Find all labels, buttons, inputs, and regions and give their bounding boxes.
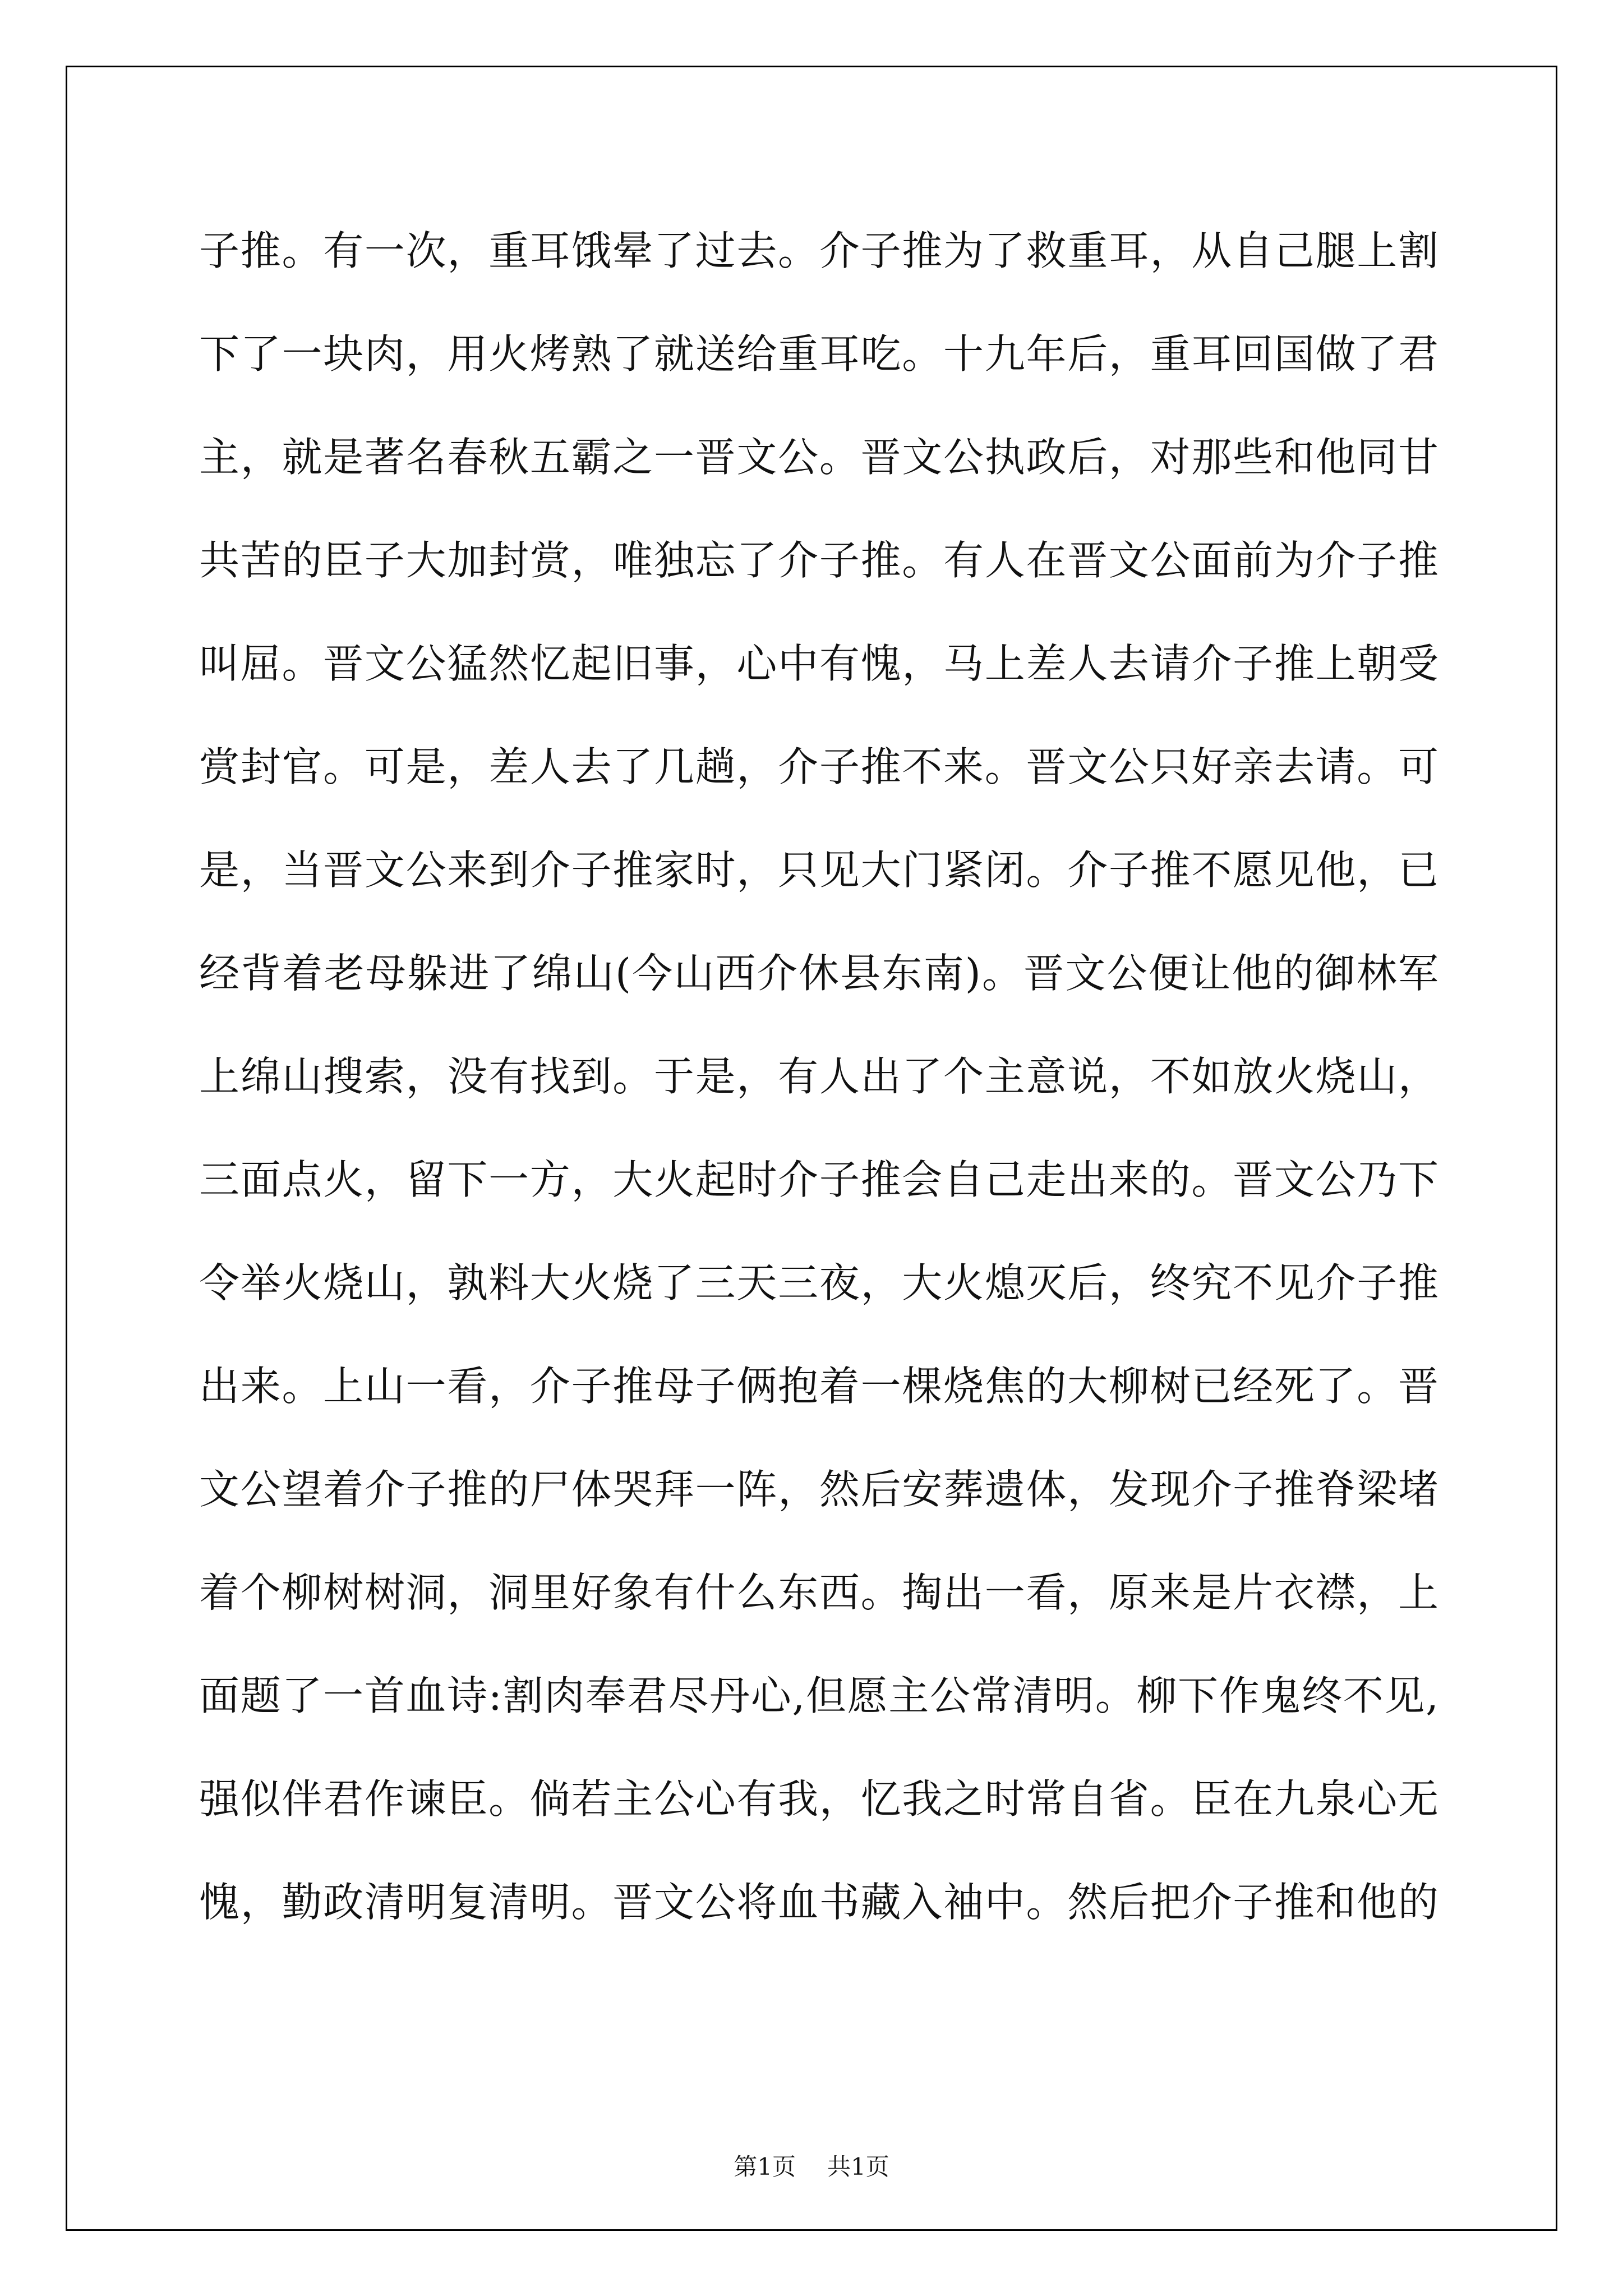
text-line: 文公望着介子推的尸体哭拜一阵，然后安葬遗体，发现介子推脊梁堵 [199, 1466, 1438, 1513]
page-number: 第1页 [734, 2153, 796, 2180]
text-line: 令举火烧山，孰料大火烧了三天三夜，大火熄灭后，终究不见介子推 [199, 1259, 1438, 1306]
total-pages: 共1页 [827, 2153, 889, 2180]
page-footer [0, 2148, 1623, 2182]
text-line: 下了一块肉，用火烤熟了就送给重耳吃。十九年后，重耳回国做了君 [199, 330, 1438, 378]
text-line: 出来。上山一看，介子推母子俩抱着一棵烧焦的大柳树已经死了。晋 [199, 1363, 1438, 1410]
text-line: 是，当晋文公来到介子推家时，只见大门紧闭。介子推不愿见他，已 [199, 846, 1438, 894]
text-line: 叫屈。晋文公猛然忆起旧事，心中有愧，马上差人去请介子推上朝受 [199, 640, 1438, 687]
text-line: 愧，勤政清明复清明。晋文公将血书藏入袖中。然后把介子推和他的 [199, 1879, 1438, 1926]
text-line: 主，就是著名春秋五霸之一晋文公。晋文公执政后，对那些和他同甘 [199, 434, 1438, 481]
text-line: 着个柳树树洞，洞里好象有什么东西。掏出一看，原来是片衣襟，上 [199, 1569, 1438, 1616]
text-line: 子推。有一次，重耳饿晕了过去。介子推为了救重耳，从自己腿上割 [199, 227, 1438, 274]
text-line: 经背着老母躲进了绵山(今山西介休县东南)。晋文公便让他的御林军 [199, 950, 1438, 997]
text-line: 强似伴君作谏臣。倘若主公心有我，忆我之时常自省。臣在九泉心无 [199, 1775, 1438, 1823]
text-line: 面题了一首血诗:割肉奉君尽丹心,但愿主公常清明。柳下作鬼终不见, [199, 1672, 1438, 1719]
text-line: 上绵山搜索，没有找到。于是，有人出了个主意说，不如放火烧山， [199, 1053, 1438, 1100]
body-text [199, 199, 1438, 1954]
text-line: 三面点火，留下一方，大火起时介子推会自己走出来的。晋文公乃下 [199, 1156, 1438, 1203]
text-line: 赏封官。可是，差人去了几趟，介子推不来。晋文公只好亲去请。可 [199, 743, 1438, 790]
text-line: 共苦的臣子大加封赏，唯独忘了介子推。有人在晋文公面前为介子推 [199, 537, 1438, 584]
